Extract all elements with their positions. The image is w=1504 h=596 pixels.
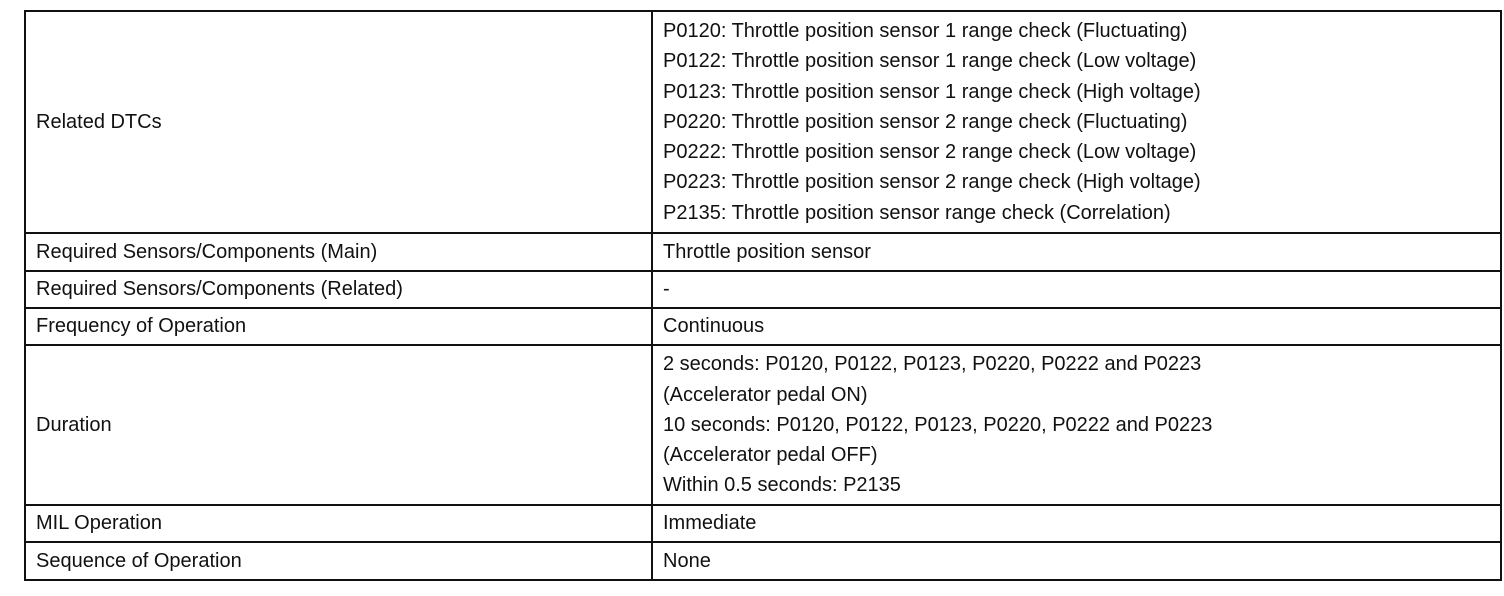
table-row-mil-operation [25, 505, 1501, 542]
table-row-related-dtcs [25, 11, 1501, 233]
dtc-line: P2135: Throttle position sensor range check (Correlation) [663, 201, 1171, 224]
dtc-line: P0223: Throttle position sensor 2 range check (High voltage) [663, 171, 1201, 194]
duration-line: 2 seconds: P0120, P0122, P0123, P0220, P0222 and P0223 [663, 353, 1202, 376]
table-row-required-related [25, 271, 1501, 308]
duration-line: (Accelerator pedal ON) [663, 383, 868, 406]
row-value: - [652, 271, 1501, 308]
table-row-required-main [25, 233, 1501, 271]
dtc-line: P0222: Throttle position sensor 2 range check (Low voltage) [663, 141, 1197, 164]
dtc-line: P0123: Throttle position sensor 1 range check (High voltage) [663, 80, 1201, 103]
row-value: Immediate [652, 505, 1501, 542]
duration-line: Within 0.5 seconds: P2135 [663, 474, 901, 497]
duration-line: 10 seconds: P0120, P0122, P0123, P0220, P0222 and P0223 [663, 413, 1213, 436]
row-label: MIL Operation [25, 505, 652, 542]
row-value: Throttle position sensor [652, 233, 1501, 271]
row-label: Sequence of Operation [25, 542, 652, 580]
row-label: Frequency of Operation [25, 308, 652, 345]
row-value: Continuous [652, 308, 1501, 345]
dtc-line: P0220: Throttle position sensor 2 range check (Fluctuating) [663, 110, 1188, 133]
row-label: Required Sensors/Components (Related) [25, 271, 652, 308]
table-row-frequency [25, 308, 1501, 345]
row-label: Required Sensors/Components (Main) [25, 233, 652, 271]
monitor-spec-table [24, 10, 1502, 581]
dtc-line: P0122: Throttle position sensor 1 range check (Low voltage) [663, 50, 1197, 73]
table-row-sequence [25, 542, 1501, 580]
row-value [652, 11, 1501, 233]
row-label: Related DTCs [25, 11, 652, 233]
row-value [652, 345, 1501, 505]
duration-line: (Accelerator pedal OFF) [663, 444, 878, 467]
row-label: Duration [25, 345, 652, 505]
table-row-duration [25, 345, 1501, 505]
dtc-line: P0120: Throttle position sensor 1 range check (Fluctuating) [663, 19, 1188, 42]
row-value: None [652, 542, 1501, 580]
